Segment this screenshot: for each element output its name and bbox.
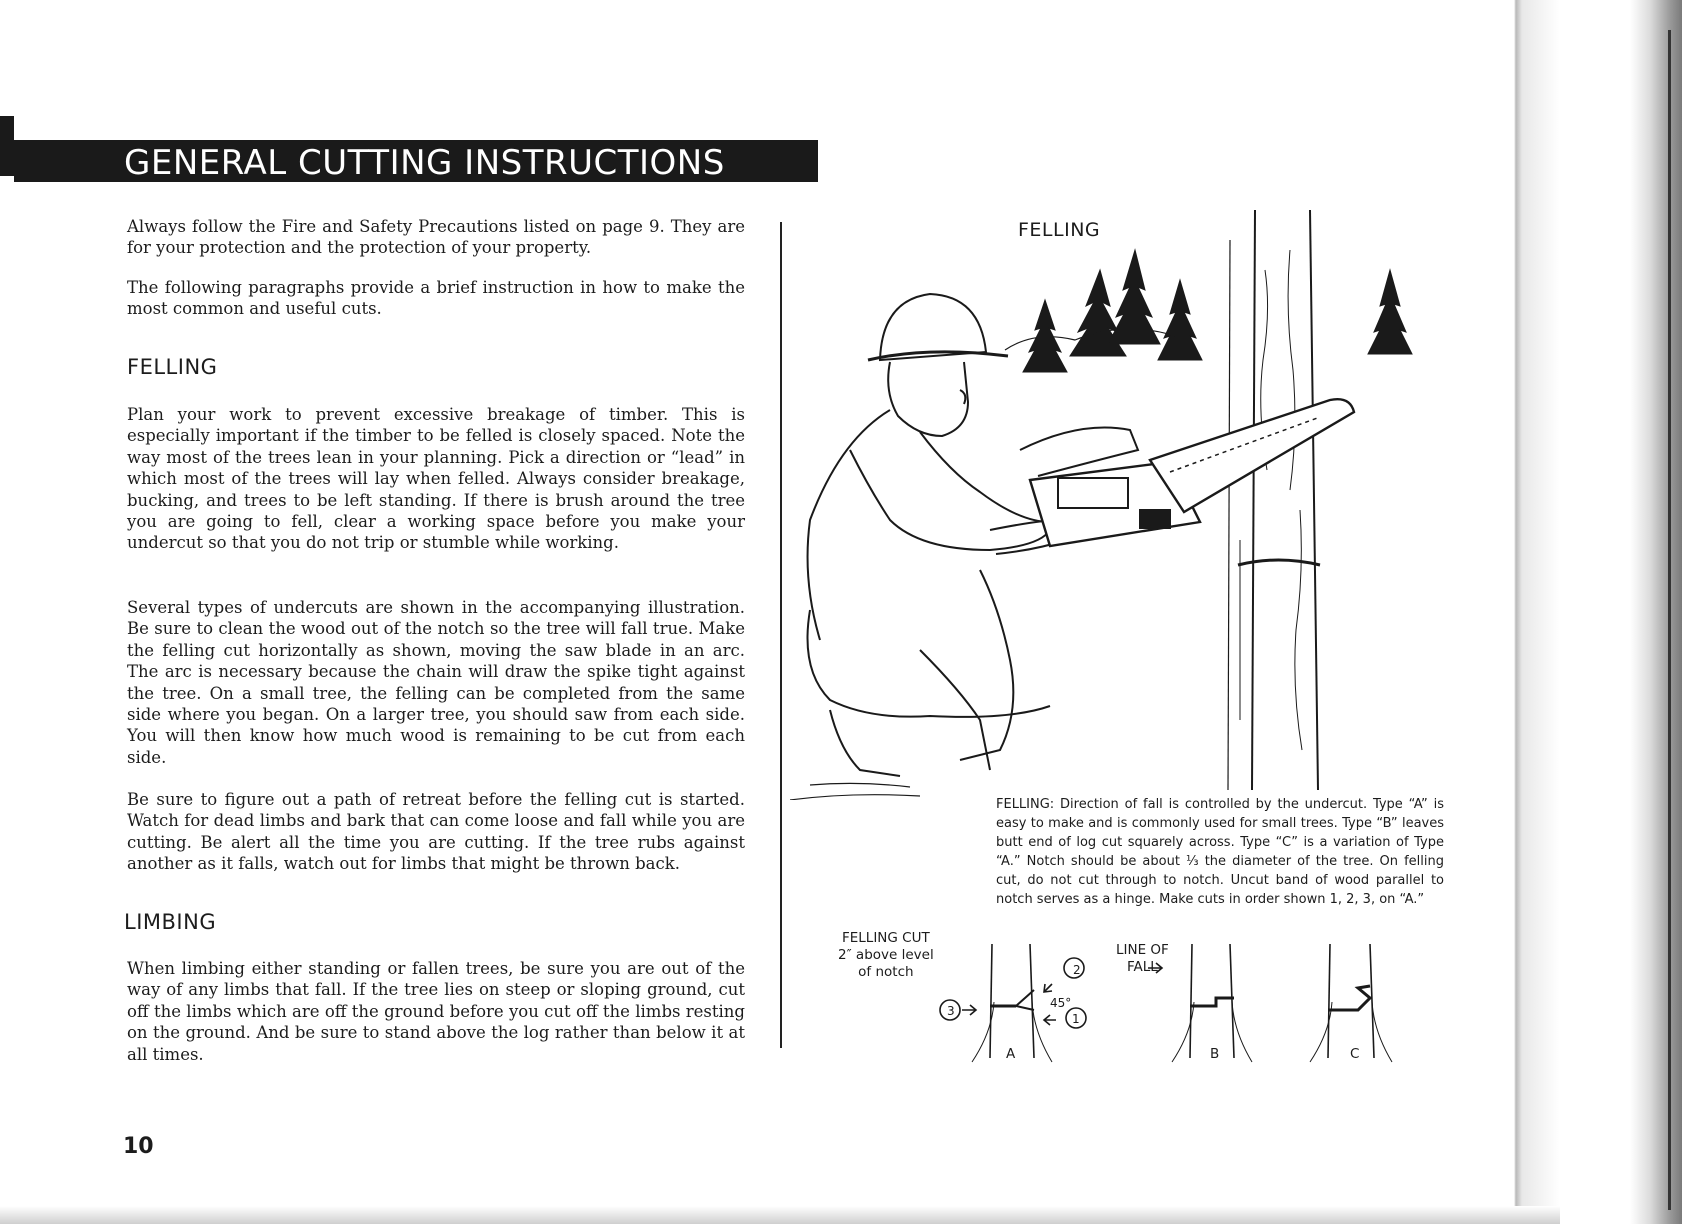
intro-paragraph-2: The following paragraphs provide a brief instruction in how to make the most common and useful cuts. <box>127 278 745 319</box>
angle-label: 45° <box>1050 996 1072 1010</box>
undercut-diagrams <box>930 938 1400 1066</box>
type-a-label: A <box>1006 1046 1016 1062</box>
felling-paragraph-3: Be sure to figure out a path of retreat before the felling cut is started. Watch for dead limbs and bark that can come loose and fall while you are cutting. Be alert all the time you are cutting. If the tree rubs against another as it falls, watch out for limbs that might be thrown back. <box>127 790 745 874</box>
felling-paragraph-1: Plan your work to prevent excessive breakage of timber. This is especially important if the timber to be felled is closely spaced. Note the way most of the trees lean in your planning. Pick a direction or “lead” in which most of the trees will lay when felled. Always consider breakage, bucking, and trees to be left standing. If there is brush around the tree you are going to fell, clear a working space before you make your undercut so that you do not trip or stumble while working. <box>127 405 745 553</box>
page-edge-line <box>1668 30 1671 1210</box>
step-3-label: 3 <box>947 1004 955 1018</box>
felling-paragraph-2: Several types of undercuts are shown in the accompanying illustration. Be sure to clean the wood out of the notch so the tree will fall true. Make the felling cut horizontally as shown, moving the saw blade in an arc. The arc is necessary because the chain will draw the spike tight against the tree. On a small tree, the felling can be completed from the same side where you began. On a larger tree, you should saw from each side. You will then know how much wood is remaining to be cut from each side. <box>127 598 745 767</box>
page-title: GENERAL CUTTING INSTRUCTIONS <box>124 143 725 182</box>
edge-mark <box>0 116 14 176</box>
column-divider <box>780 222 782 1048</box>
page-edge-shadow <box>1500 0 1682 1224</box>
felling-cut-label: FELLING CUT 2″ above level of notch <box>838 930 934 980</box>
limbing-paragraph: When limbing either standing or fallen trees, be sure you are out of the way of any limbs that fall. If the tree lies on steep or sloping ground, cut off the limbs which are off the ground before you cut off the limbs resting on the ground. And be sure to stand above the log rather than below it at all times. <box>127 959 745 1064</box>
figure-caption: FELLING: Direction of fall is controlled by the undercut. Type “A” is easy to make and is commonly used for small trees. Type “B” leaves butt end of log cut squarely across. Type “C” is a variation of Type “A.” Notch should be about ⅓ the diameter of the tree. On felling cut, do not cut through to notch. Uncut band of wood parallel to notch serves as a hinge. Make cuts in order shown 1, 2, 3, on “A.” <box>996 797 1444 907</box>
limbing-heading: LIMBING <box>124 910 217 934</box>
felling-heading: FELLING <box>127 355 218 379</box>
step-2-label: 2 <box>1073 963 1081 977</box>
type-b-label: B <box>1210 1046 1220 1062</box>
step-1-label: 1 <box>1072 1012 1080 1026</box>
line-of-fall-label: LINE OF FALL <box>1116 942 1169 975</box>
type-c-label: C <box>1350 1046 1360 1062</box>
bottom-edge <box>0 1206 1560 1224</box>
intro-paragraph-1: Always follow the Fire and Safety Precautions listed on page 9. They are for your protection and the protection of your property. <box>127 217 745 258</box>
page-number: 10 <box>123 1134 154 1159</box>
felling-illustration <box>790 210 1450 800</box>
figure-title: FELLING <box>1018 219 1101 241</box>
title-banner <box>20 140 818 182</box>
